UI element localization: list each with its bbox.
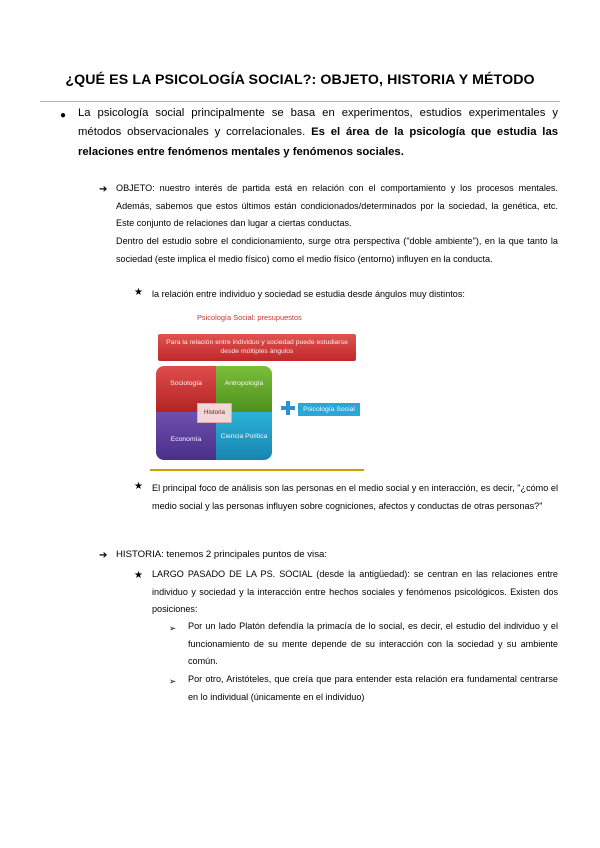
title-divider	[40, 101, 560, 102]
diagram-title: Psicología Social: presupuestos	[197, 313, 302, 322]
diagram-banner: Para la relación entre individuo y sociedad puede estudiarse desde múltiples ángulos	[158, 334, 356, 361]
quadrant-label: Economía	[170, 436, 202, 443]
star-bullet-icon: ★	[134, 481, 143, 492]
historia-paragraph: HISTORIA: tenemos 2 principales puntos de visa:	[116, 549, 327, 560]
objeto-paragraph: OBJETO: nuestro interés de partida está en relación con el comportamiento y los procesos mentales. Además, sabemos que estos últimos están condicionados/determinados por la sociedad, la genética, etc. Este conjunto de relaciones dan lugar a ciertas conductas.	[116, 183, 558, 229]
quadrant-label: Sociología	[170, 380, 202, 387]
diagram-result-box: Psicología Social	[298, 403, 360, 416]
triangle-bullet-icon: ➢	[169, 676, 177, 686]
intro-bold-text: Es el área de la psicología que estudia las relaciones entre fenómenos mentales y fenómenos sociales.	[78, 126, 559, 158]
objeto-paragraph-2: Dentro del estudio sobre el condicionamiento, surge otra perspectiva ("doble ambiente"), en la que tanto la sociedad (este implica el medio físico) como el medio físico (entorno) influyen en la conducta.	[116, 236, 558, 264]
diagram-bottom-border	[150, 469, 364, 471]
arrow-bullet-icon: ➔	[99, 550, 108, 561]
objeto-star-2: El principal foco de análisis son las personas en el medio social y en interacción, es decir, "¿cómo el medio social y las personas influyen sobre cogniciones, afectos y conductas de otras personas?"	[152, 483, 558, 511]
quadrant-label: Antropología	[224, 380, 264, 387]
triangle-bullet-icon: ➢	[169, 623, 177, 633]
quadrant-label: Ciencia Política	[220, 433, 268, 440]
intro-paragraph	[78, 104, 558, 162]
psychology-diagram	[150, 306, 368, 472]
page-title: ¿QUÉ ES LA PSICOLOGÍA SOCIAL?: OBJETO, HISTORIA Y MÉTODO	[65, 72, 535, 88]
historia-sub-1: Por un lado Platón defendía la primacía de lo social, es decir, el estudio del individuo y el funcionamiento de su mente depende de su interacción con la sociedad y su ambiente común.	[188, 621, 558, 667]
bullet-dot-icon: ●	[60, 110, 67, 121]
arrow-bullet-icon: ➔	[99, 184, 108, 195]
diagram-center-historia: Historia	[197, 403, 232, 423]
plus-icon	[280, 400, 296, 416]
historia-sub-2: Por otro, Aristóteles, que creía que para entender esta relación era fundamental centrarse en lo individual (únicamente en el individuo)	[188, 674, 558, 702]
intro-text: La psicología social principalmente se basa en experimentos, estudios experimentales y métodos observacionales y correlacionales.	[78, 107, 558, 139]
star-bullet-icon: ★	[134, 570, 143, 581]
historia-star: LARGO PASADO DE LA PS. SOCIAL (desde la antigüedad): se centran en las relaciones entre individuo y sociedad y la interacción entre hechos sociales y fenómenos psicológicos. Existen dos posiciones:	[152, 569, 558, 615]
star-bullet-icon: ★	[134, 287, 143, 298]
objeto-star-1: la relación entre individuo y sociedad se estudia desde ángulos muy distintos:	[152, 289, 465, 299]
